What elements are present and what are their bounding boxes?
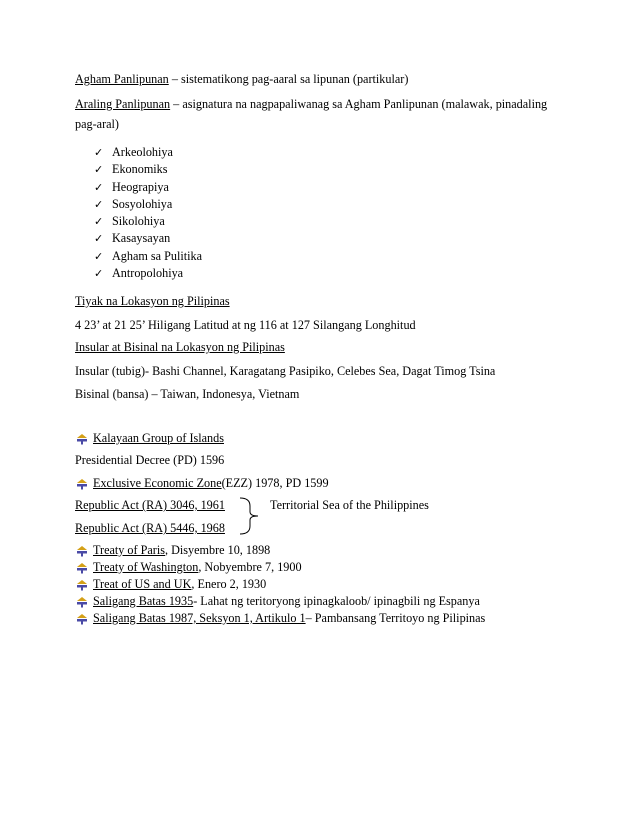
- treaty-link[interactable]: Saligang Batas 1987, Seksyon 1, Artikulo 1: [93, 611, 306, 625]
- checkmark-icon: ✓: [94, 197, 104, 211]
- insular-location-text: Insular (tubig)- Bashi Channel, Karagatang Pasipiko, Celebes Sea, Dagat Timog Tsina: [75, 364, 496, 378]
- wingdings-bullet-icon: [75, 478, 93, 490]
- absolute-location-title: Tiyak na Lokasyon ng Pilipinas: [75, 294, 230, 308]
- term-agham-panlipunan: Agham Panlipunan: [75, 72, 169, 86]
- wingdings-bullet-icon: [75, 545, 93, 557]
- list-item: [94, 213, 202, 230]
- eez-text: (EZZ) 1978, PD 1599: [221, 476, 329, 490]
- list-item: [94, 248, 202, 265]
- kalayaan-link[interactable]: Kalayaan Group of Islands: [93, 431, 224, 445]
- wingdings-bullet-icon: [75, 596, 93, 608]
- territorial-sea-text: Territorial Sea of the Philippines: [270, 498, 429, 512]
- wingdings-bullet-icon: [75, 613, 93, 625]
- checkmark-icon: ✓: [94, 267, 104, 281]
- definition-araling: [75, 97, 547, 112]
- list-item-label: Agham sa Pulitika: [112, 248, 203, 263]
- list-item-label: Arkeolohiya: [112, 145, 173, 159]
- treaty-text: – Pambansang Territoyo ng Pilipinas: [305, 611, 486, 625]
- ra5446-link[interactable]: Republic Act (RA) 5446, 1968: [75, 521, 225, 535]
- list-item: [94, 196, 202, 213]
- discipline-list: [94, 144, 202, 282]
- treaty-text: - Lahat ng teritoryong ipinagkaloob/ ipinagbili ng Espanya: [193, 594, 480, 608]
- eez-link[interactable]: Exclusive Economic Zone: [93, 476, 222, 490]
- treaty-text: , Enero 2, 1930: [191, 577, 267, 591]
- bisinal-location-text: Bisinal (bansa) – Taiwan, Indonesya, Vietnam: [75, 387, 300, 401]
- checkmark-icon: ✓: [94, 180, 104, 194]
- list-item-label: Kasaysayan: [112, 231, 171, 246]
- list-item: [94, 144, 202, 161]
- treaty-row: [75, 577, 266, 592]
- list-item-label: Heograpiya: [112, 179, 169, 194]
- definition-agham: [75, 72, 408, 87]
- list-item: [94, 161, 202, 178]
- treaty-text: , Nobyembre 7, 1900: [198, 560, 302, 574]
- list-item-label: Antropolohiya: [112, 266, 184, 281]
- checkmark-icon: ✓: [94, 232, 104, 246]
- treaty-row: [75, 594, 480, 609]
- list-item: [94, 179, 202, 196]
- absolute-location-text: 4 23’ at 21 25’ Hiligang Latitud at ng 116 at 127 Silangang Longhitud: [75, 318, 416, 332]
- checkmark-icon: ✓: [94, 146, 104, 159]
- treaty-text: , Disyembre 10, 1898: [165, 543, 271, 557]
- checkmark-icon: ✓: [94, 163, 104, 177]
- term-araling-panlipunan: Araling Panlipunan: [75, 97, 171, 111]
- treaty-link[interactable]: Treaty of Washington: [93, 560, 199, 574]
- wingdings-bullet-icon: [75, 562, 93, 574]
- right-brace-icon: [238, 496, 262, 536]
- pd1596-text: Presidential Decree (PD) 1596: [75, 453, 225, 467]
- ra3046-link[interactable]: Republic Act (RA) 3046, 1961: [75, 498, 225, 512]
- treaty-link[interactable]: Treat of US and UK: [93, 577, 192, 591]
- checkmark-icon: ✓: [94, 249, 104, 263]
- list-item-label: Sikolohiya: [112, 214, 165, 229]
- treaty-link[interactable]: Saligang Batas 1935: [93, 594, 194, 608]
- list-item: [94, 230, 202, 247]
- eez-row: [75, 476, 329, 491]
- list-item-label: Sosyolohiya: [112, 196, 173, 211]
- definition-text: – sistematikong pag-aaral sa lipunan (partikular): [168, 72, 409, 86]
- definition-text: pag-aral): [75, 117, 119, 131]
- treaty-row: [75, 560, 302, 575]
- treaty-link[interactable]: Treaty of Paris: [93, 543, 165, 557]
- wingdings-bullet-icon: [75, 433, 93, 445]
- treaty-row: [75, 543, 270, 558]
- treaty-row: [75, 611, 485, 626]
- kalayaan-row: [75, 431, 224, 446]
- definition-continuation: [75, 117, 119, 132]
- relative-location-title: Insular at Bisinal na Lokasyon ng Pilipinas: [75, 340, 285, 354]
- checkmark-icon: ✓: [94, 215, 104, 229]
- list-item-label: Ekonomiks: [112, 162, 168, 177]
- wingdings-bullet-icon: [75, 579, 93, 591]
- definition-text: – asignatura na nagpapaliwanag sa Agham Panlipunan (malawak, pinadaling: [170, 97, 548, 111]
- list-item: [94, 265, 202, 282]
